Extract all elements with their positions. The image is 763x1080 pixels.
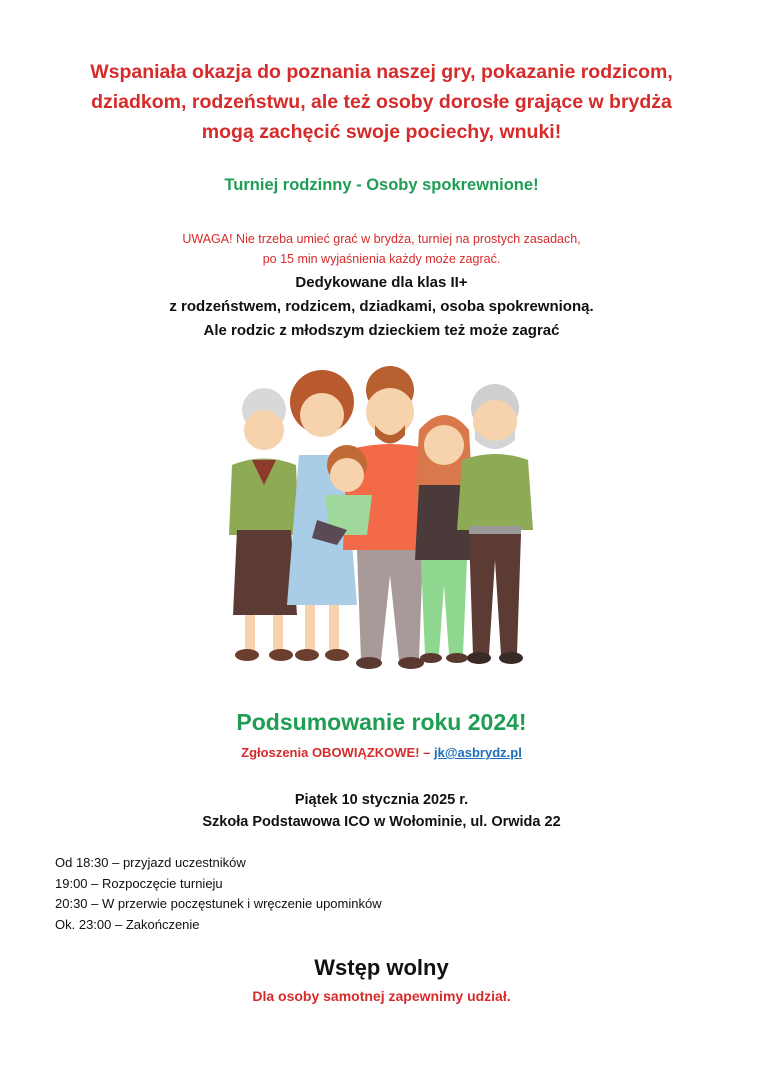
schedule-item: Od 18:30 – przyjazd uczestników xyxy=(55,855,246,870)
event-place: Szkoła Podstawowa ICO w Wołominie, ul. Orwida 22 xyxy=(202,814,561,830)
registration-line xyxy=(0,745,763,760)
schedule-item: Ok. 23:00 – Zakończenie xyxy=(55,916,200,932)
free-entry-heading: Wstęp wolny xyxy=(314,955,449,980)
tournament-subtitle: Turniej rodzinny - Osoby spokrewnione! xyxy=(224,176,539,194)
grandmother-figure xyxy=(229,388,299,661)
family-illustration xyxy=(207,360,557,680)
schedule-item: 19:00 – Rozpoczęcie turnieju xyxy=(55,875,223,891)
daughter-figure xyxy=(415,415,473,663)
schedule-item: 20:30 – W przerwie poczęstunek i wręczenie upominków xyxy=(55,896,382,911)
intro-line-1: Wspaniała okazja do poznania naszej gry, pokazanie rodzicom, xyxy=(90,61,673,83)
warning-line-1: UWAGA! Nie trzeba umieć grać w brydża, turniej na prostych zasadach, xyxy=(182,232,581,246)
dedication-line-1: Dedykowane dla klas II+ xyxy=(295,274,468,291)
dedication-line-2: z rodzeństwem, rodzicem, dziadkami, osoba spokrewnioną. xyxy=(169,298,594,315)
event-date: Piątek 10 stycznia 2025 r. xyxy=(294,792,469,808)
dedication-block xyxy=(0,271,763,343)
summary-title: Podsumowanie roku 2024! xyxy=(236,709,527,735)
event-details xyxy=(0,789,763,833)
intro-line-2: dziadkom, rodzeństwu, ale też osoby dorosłe grające w brydża xyxy=(91,91,672,113)
solo-participant-note: Dla osoby samotnej zapewnimy udział. xyxy=(252,988,511,1004)
grandfather-figure xyxy=(457,384,533,664)
schedule-list xyxy=(55,853,382,935)
intro-heading xyxy=(0,57,763,147)
registration-email-link[interactable]: jk@asbrydz.pl xyxy=(434,745,522,760)
warning-note xyxy=(0,229,763,269)
dedication-line-3: Ale rodzic z młodszym dzieckiem też może zagrać xyxy=(203,322,560,339)
warning-line-2: po 15 min wyjaśnienia każdy może zagrać. xyxy=(262,252,501,266)
intro-line-3: mogą zachęcić swoje pociechy, wnuki! xyxy=(201,121,562,143)
registration-label: Zgłoszenia OBOWIĄZKOWE! – xyxy=(241,745,431,760)
